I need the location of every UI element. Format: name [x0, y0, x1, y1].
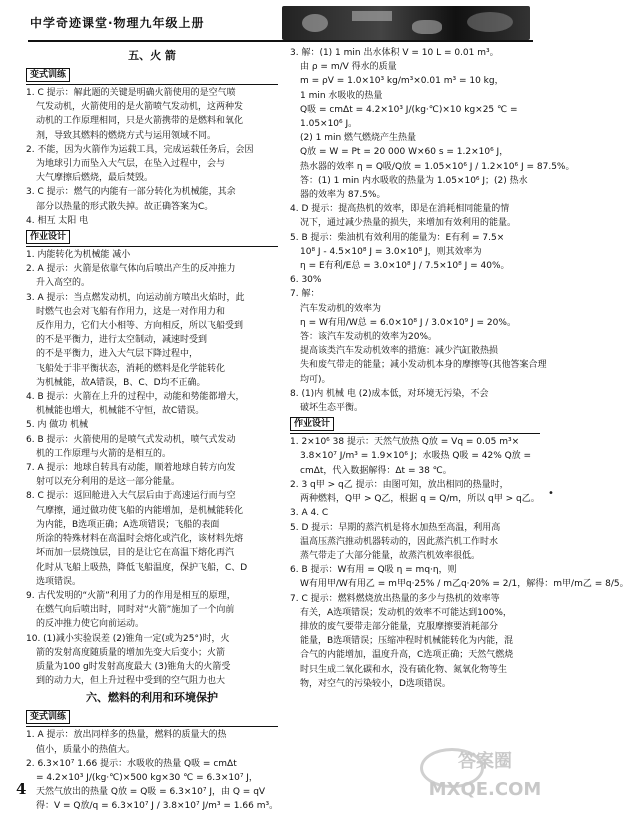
answer-line-continued: 有关，A选项错误；发动机的效率不可能达到100%，: [300, 607, 512, 618]
answer-line-continued: 提高该类汽车发动机效率的措施：减少汽缸散热损: [300, 346, 499, 357]
answer-line-continued: 答：(1) 1 min 内水吸收的热量为 1.05×10⁶ J；(2) 热水: [300, 175, 528, 186]
answer-line-continued: 答：该汽车发动机的效率为20%。: [300, 332, 438, 343]
answer-line: 7. C 提示：燃料燃烧放出热量的多少与热机的效率等: [290, 593, 500, 604]
answer-line: 5. D 提示：早期的蒸汽机是将水加热至高温，利用高: [290, 522, 501, 533]
answer-line-continued: 破坏生态平衡。: [300, 403, 364, 414]
answer-line-continued: 的不是平衡力，进入大气层下降过程中，: [36, 349, 199, 360]
answer-line-continued: 物，对空气的污染较小，D选项错误。: [300, 678, 451, 689]
exercise-label-row: [26, 708, 278, 727]
answer-line-continued: 为地球引力而坠入大气层，在坠入过程中，会与: [36, 159, 226, 170]
answer-line-continued: 1.05×10⁶ J。: [300, 119, 358, 130]
page-header: [0, 0, 563, 42]
exercise-label-row: [26, 66, 278, 85]
answer-line: 2. 不能，因为火箭作为运载工具，完成运载任务后，会因: [26, 144, 254, 155]
exercise-label-row: [26, 228, 278, 247]
answer-line: 1. C 提示：解此题的关键是明确火箭使用的是空气喷: [26, 88, 236, 98]
answer-line-continued: 3.8×10⁷ J/m³ = 1.9×10⁶ J；水吸热 Q吸 = 42% Q放 =: [300, 451, 532, 462]
answer-line-continued: cmΔt，代入数据解得：Δt = 38 ℃。: [300, 465, 452, 476]
answer-line: 4. 相互 太阳 电: [26, 215, 89, 226]
answer-line-continued: 为机械能，故A错误，B、C、D均不正确。: [36, 377, 206, 388]
answer-line-continued: 热水器的效率 η = Q吸/Q放 = 1.05×10⁶ J / 1.2×10⁶ J = 87.5%。: [300, 161, 575, 172]
answer-line: 6. B 提示：W有用 = Q吸 η = mq·η，则: [290, 565, 457, 576]
answer-line: 1. A 提示：放出同样多的热量，燃料的质量大的热: [26, 730, 227, 741]
answer-line-continued: 由 ρ = m/V 得水的质量: [300, 62, 397, 73]
right-column: [290, 46, 629, 691]
answer-line-continued: 大气摩擦后燃烧，最后焚毁。: [36, 173, 154, 184]
answer-line-continued: Q吸 = cmΔt = 4.2×10³ J/(kg·℃)×10 kg×25 ℃ =: [300, 104, 518, 115]
answer-line-continued: 失和废气带走的能量；减小发动机本身的摩擦等(其他答案合理: [300, 360, 547, 371]
answer-line: 1. 2×10⁶ 38 提示：天然气放热 Q放 = Vq = 0.05 m³×: [290, 437, 520, 448]
answer-line-continued: 的不是平衡力，进行太空制动，减速时受到: [36, 335, 208, 346]
answer-line-continued: 蒸气带走了大部分能量，故蒸汽机效率很低。: [300, 550, 481, 561]
answer-line-continued: 排放的废气要带走部分能量，克服摩擦要消耗部分: [300, 621, 499, 632]
answer-line-continued: 的反冲推力使它向前运动。: [36, 619, 145, 630]
answer-line: 1. 内能转化为机械能 减小: [26, 250, 131, 261]
label-rule: [290, 433, 540, 434]
left-column: [26, 46, 278, 814]
answer-line-continued: 升入高空的。: [36, 278, 91, 289]
answer-line-continued: 气发动机，火箭使用的是火箭喷气发动机，这两种发: [36, 102, 244, 113]
answer-line-continued: 况下，通过减少热量的损失，来增加有效利用的能量。: [300, 218, 517, 229]
answer-line-continued: 机的工作原理与火箭的是相互的。: [36, 448, 172, 459]
label-rule: [26, 726, 278, 727]
exercise-label-row: [290, 415, 540, 434]
label-rule: [26, 84, 278, 85]
answer-line-continued: 10⁸ J - 4.5×10⁸ J = 3.0×10⁸ J，则其效率为: [300, 246, 482, 257]
answer-line: 4. B 提示：火箭在上升的过程中，动能和势能都增大，: [26, 392, 245, 403]
answer-line-continued: 汽车发动机的效率为: [300, 303, 382, 314]
answer-line: 2. 3 q甲 > q乙 提示：由图可知，放出相同的热量时，: [290, 479, 509, 490]
answer-line: 6. 30%: [290, 275, 322, 286]
answer-line-continued: 坏而加一层烧蚀层，目的是让它在高温下熔化再汽: [36, 548, 235, 559]
exercise-label: 变式训练: [26, 68, 70, 82]
section-heading: 五、火 箭: [128, 49, 176, 62]
answer-line-continued: 质量为100 g时发射高度最大 (3)锥角大的火箭受: [36, 661, 231, 672]
answer-line-continued: 机械能也增大，机械能不守恒，故C错误。: [36, 406, 205, 417]
answer-line-continued: = 4.2×10³ J/(kg·℃)×500 kg×30 ℃ = 6.3×10⁷ J，: [36, 772, 258, 783]
exercise-label: 作业设计: [26, 230, 70, 244]
answer-line-continued: 飞船处于非平衡状态，消耗的燃料是化学能转化: [36, 363, 226, 374]
answer-line-continued: 所涂的特殊材料在高温时会熔化或汽化，该材料先熔: [36, 534, 244, 545]
answer-line-continued: 能量，B选项错误；压缩冲程时机械能转化为内能，混: [300, 636, 514, 647]
answer-line: 3. 解：(1) 1 min 出水体积 V = 10 L = 0.01 m³。: [290, 48, 499, 58]
answer-line-continued: 合气的内能增加，温度升高，C选项正确；天然气燃烧: [300, 650, 514, 661]
answer-line-continued: 天然气放出的热量 Q放 = Q吸 = 6.3×10⁷ J，由 Q = qV: [36, 787, 266, 798]
exercise-label: 作业设计: [290, 417, 334, 431]
exercise-label: 变式训练: [26, 710, 70, 724]
answer-line-continued: m = ρV = 1.0×10³ kg/m³×0.01 m³ = 10 kg，: [300, 76, 504, 87]
answer-line-continued: 温高压蒸汽推动机器转动的，因此蒸汽机工作时水: [300, 536, 499, 547]
answer-line: 10. (1)减小实验误差 (2)锥角一定(或为25°)时，火: [26, 633, 230, 644]
answer-line: 9. 古代发明的“火箭”利用了力的作用是相互的原理，: [26, 590, 236, 601]
answer-line: 7. A 提示：地球自转具有动能，顺着地球自转方向发: [26, 463, 236, 474]
answer-line: 5. 内 做功 机械: [26, 420, 89, 431]
answer-line: 6. B 提示：火箭使用的是喷气式发动机，喷气式发动: [26, 434, 236, 445]
answer-line: 3. A 提示：当点燃发动机，向运动前方喷出火焰时，此: [26, 292, 245, 303]
answer-line-continued: 到的动力大，但上升过程中受到的空气阻力也大: [36, 676, 226, 687]
answer-line-continued: 1 min 水吸收的热量: [300, 90, 383, 101]
answer-line: 2. 6.3×10⁷ 1.66 提示：水吸收的热量 Q吸 = cmΔt: [26, 758, 237, 769]
answer-line-continued: (2) 1 min 燃气燃烧产生热量: [300, 133, 417, 144]
answer-line-continued: η = W有用/W总 = 6.0×10⁸ J / 3.0×10⁹ J = 20%。: [300, 317, 516, 328]
section-heading: 六、燃料的利用和环境保护: [86, 691, 218, 705]
answer-line: 3. A 4. C: [290, 508, 329, 519]
answer-line: 8. (1)内 机械 电 (2)成本低，对环境无污染，不会: [290, 388, 489, 399]
answer-line-continued: Q放 = W = Pt = 20 000 W×60 s = 1.2×10⁶ J，: [300, 147, 509, 158]
answer-line-continued: 为内能，B选项正确；A选项错误；飞船的表面: [36, 519, 220, 530]
answer-line: 3. C 提示：燃气的内能有一部分转化为机械能，其余: [26, 187, 236, 198]
answer-line: 7. 解：: [290, 289, 320, 300]
header-decorative-banner: [282, 6, 530, 40]
answer-line-continued: 部分以热量的形式散失掉。故正确答案为C。: [36, 201, 214, 212]
answer-line-continued: 在燃气向后喷出时，同时对“火箭”施加了一个向前: [36, 605, 235, 616]
watermark: 答案圈 MXQE.COM: [428, 751, 542, 800]
answer-line-continued: 动机的工作原理相同，只是火箭携带的是燃料和氧化: [36, 116, 244, 127]
answer-line: 5. B 提示：柴油机有效利用的能量为：E有利 = 7.5×: [290, 232, 505, 243]
answer-line-continued: 剂，导致其燃料的燃烧方式与运用领域不同。: [36, 130, 217, 141]
answer-line-continued: 反作用力，它们大小相等、方向相反，所以飞船受到: [36, 321, 244, 332]
answer-line-continued: η = E有利/E总 = 3.0×10⁸ J / 7.5×10⁸ J = 40%。: [300, 261, 510, 272]
answer-line-continued: 器的效率为 87.5%。: [300, 190, 386, 201]
answer-line: 2. A 提示：火箭是依靠气体向后喷出产生的反冲推力: [26, 264, 236, 275]
answer-line-continued: 值小，质量小的热值大。: [36, 744, 136, 755]
label-rule: [26, 246, 278, 247]
answer-line: 8. C 提示：返回舱进入大气层后由于高速运行而与空: [26, 491, 236, 502]
header-rule: [28, 40, 533, 42]
answer-line-continued: 气摩擦，通过做功使飞船的内能增加，是机械能转化: [36, 505, 244, 516]
answer-line-continued: 两种燃料，Q甲 > Q乙，根据 q = Q/m，所以 q甲 > q乙。: [300, 494, 540, 505]
answer-line-continued: 时只生成二氧化碳和水，没有硫化物、氮氧化物等生: [300, 664, 508, 675]
answer-line-continued: 得：V = Q放/q = 6.3×10⁷ J / 3.8×10⁷ J/m³ = 1.66 m³。: [36, 801, 279, 812]
header-title: 中学奇迹课堂·物理九年级上册: [30, 16, 205, 30]
answer-line: 4. D 提示：提高热机的效率，即是在消耗相同能量的情: [290, 204, 510, 215]
margin-mark: •: [548, 488, 554, 499]
answer-line-continued: W有用甲/W有用乙 = m甲q·25% / m乙q·20% = 2/1，解得：m甲/m乙 = 8/5。: [300, 579, 629, 590]
answer-line-continued: 时燃气也会对飞船有作用力，这是一对作用力和: [36, 306, 226, 317]
answer-line-continued: 箭的发射高度随质量的增加先变大后变小；火箭: [36, 647, 226, 658]
answer-line-continued: 均可)。: [300, 374, 331, 385]
answer-line-continued: 化时从飞船上吸热，降低飞船温度，保护飞船，C、D: [36, 562, 248, 573]
page-number: 4: [16, 780, 27, 798]
answer-line-continued: 选项错误。: [36, 576, 82, 587]
answer-line-continued: 射可以充分利用的是这一部分能量。: [36, 477, 181, 488]
